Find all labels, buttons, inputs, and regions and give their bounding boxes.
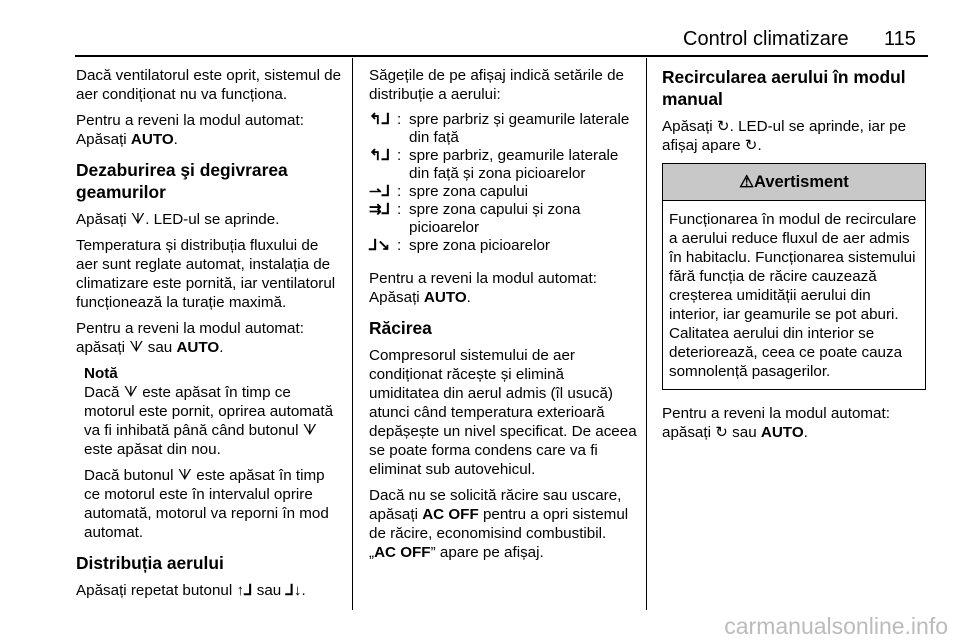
paragraph: Pentru a reveni la modul automat: apăsați ᗐ sau AUTO. (76, 320, 304, 356)
paragraph: Compresorul sistemului de aer condiționat răcește și elimină umiditatea din aerul admis (îl usucă) atunci când temperatura exterioară depășește un nivel specificat. De aceea se poate forma condens care va fi eliminat sub autovehicul. (369, 347, 637, 478)
page-number: 115 (884, 28, 916, 50)
paragraph: Apăsați repetat butonul ↑⅃ sau ⅃↓. (76, 582, 306, 599)
list-item: ⇉⅃ : spre zona capului și zona picioarelor (369, 201, 581, 236)
paragraph: Pentru a reveni la modul automat: apăsați ↻ sau AUTO. (662, 405, 890, 441)
note-paragraph: Dacă butonul ᗐ este apăsat în timp ce motorul este în intervalul oprire automată, motorul va reporni în mod automat. (84, 467, 329, 541)
list-item: ↰⅃ : spre parbriz, geamurile laterale din față și zona picioarelor (369, 147, 619, 182)
column-3 (662, 66, 926, 449)
paragraph: Apăsați ᗐ. LED-ul se aprinde. (76, 211, 280, 228)
recirculation-icon: ↻ (715, 424, 728, 441)
paragraph: Pentru a reveni la modul automat: Apăsați AUTO. (76, 112, 304, 148)
list-item: ↰⅃ : spre parbriz și geamurile laterale din față (369, 111, 630, 146)
warning-title: Avertisment (754, 173, 849, 191)
feet-area-icon: ⅃↘ (369, 237, 391, 254)
page-title: Control climatizare (683, 28, 849, 50)
column-2 (369, 66, 637, 569)
header-rule (75, 55, 928, 57)
paragraph: Dacă ventilatorul este oprit, sistemul de aer condiționat nu va funcționa. (76, 67, 342, 103)
section-heading-distribution: Distribuția aerului (76, 553, 224, 573)
head-feet-icon: ⇉⅃ (369, 201, 391, 218)
windshield-feet-icon: ↰⅃ (369, 147, 391, 164)
section-heading-cooling: Răcirea (369, 318, 432, 338)
list-item: ⇀⅃ : spre zona capului (369, 183, 529, 200)
defrost-icon: ᗐ (123, 384, 138, 401)
paragraph: Dacă nu se solicită răcire sau uscare, apăsați AC OFF pentru a opri sistemul de răcire, economisind combustibil. „AC OFF” apare pe afișaj. (369, 487, 629, 561)
air-distribution-down-icon: ⅃↓ (285, 582, 302, 599)
distribution-list (369, 111, 637, 255)
note-block (76, 364, 344, 542)
note-paragraph: Dacă ᗐ este apăsat în timp ce motorul este pornit, oprirea automată va fi inhibată până când butonul ᗐ este apăsat din nou. (84, 384, 334, 458)
warning-icon: ⚠ (739, 173, 755, 191)
head-area-icon: ⇀⅃ (369, 183, 391, 200)
column-divider (352, 58, 353, 610)
defrost-icon: ᗐ (302, 422, 317, 439)
watermark: carmanualsonline.info (724, 613, 948, 639)
recirculation-icon: ↻ (716, 118, 730, 135)
column-divider (646, 58, 647, 610)
paragraph: Apăsați ↻. LED-ul se aprinde, iar pe afișaj apare ↻. (662, 118, 907, 154)
defrost-icon: ᗐ (177, 467, 193, 484)
list-item: ⅃↘ : spre zona picioarelor (369, 237, 550, 254)
windshield-side-icon: ↰⅃ (369, 111, 391, 128)
warning-box (662, 163, 926, 390)
note-title: Notă (84, 365, 118, 382)
section-heading-defrost: Dezaburirea şi degivrarea geamurilor (76, 160, 288, 202)
defrost-icon: ᗐ (130, 211, 146, 228)
warning-body: Funcționarea în modul de recirculare a aerului reduce fluxul de aer admis în habitaclu. Funcționarea sistemului fără funcția de răcire cauzează creșterea umidității aerului din interior, iar geamurile se pot aburi. Calitatea aerului din interior se deteriorează, ceea ce poate cauza somnolență pasagerilor. (669, 211, 917, 380)
warning-header (663, 164, 925, 201)
defrost-icon: ᗐ (129, 339, 144, 356)
paragraph: Săgețile de pe afișaj indică setările de distribuție a aerului: (369, 67, 624, 103)
paragraph: Pentru a reveni la modul automat: Apăsați AUTO. (369, 270, 597, 306)
recirculation-icon: ↻ (744, 137, 758, 154)
paragraph: Temperatura și distribuția fluxului de aer sunt reglate automat, instalația de climatizare este pornită, iar ventilatorul funcționează la turație maximă. (76, 237, 336, 311)
section-heading-recirculation: Recircularea aerului în modul manual (662, 67, 906, 109)
page-header (0, 0, 960, 58)
air-distribution-up-icon: ↑⅃ (236, 582, 253, 599)
column-1 (76, 66, 344, 607)
